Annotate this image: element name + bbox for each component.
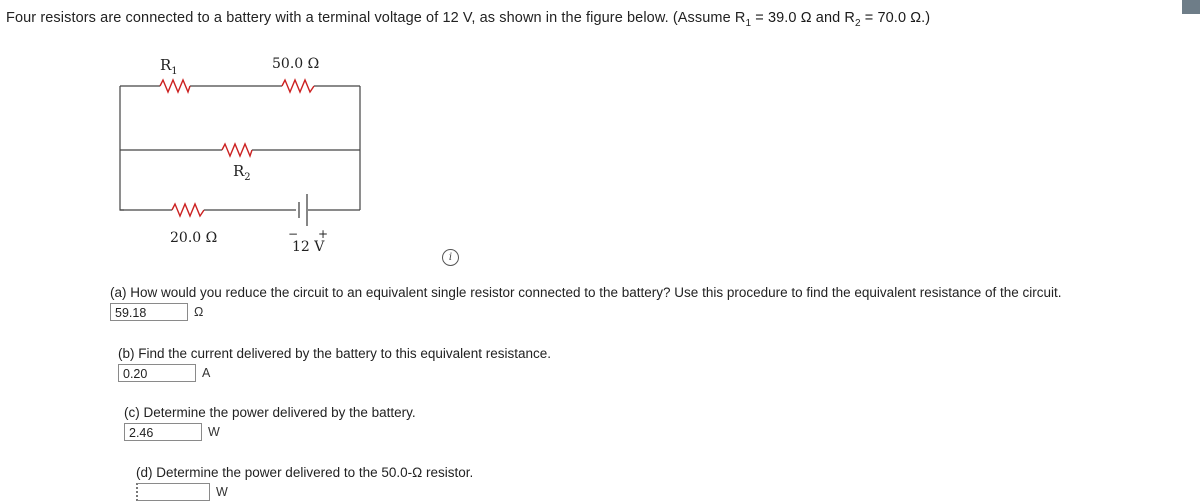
r20-label: 20.0 Ω xyxy=(170,230,218,246)
part-d-unit: W xyxy=(216,485,228,499)
battery-minus-sign: − xyxy=(288,227,299,241)
r2-resistor xyxy=(222,144,252,156)
part-b-question: (b) Find the current delivered by the battery to this equivalent resistance. xyxy=(118,346,551,361)
part-a xyxy=(110,285,1062,321)
circuit-diagram xyxy=(110,50,370,260)
part-a-answer-input[interactable]: 59.18 xyxy=(110,303,188,321)
r1-label: $R_1$ xyxy=(160,56,178,77)
part-b-unit: A xyxy=(202,366,211,380)
battery-voltage-label: 12 V xyxy=(292,239,325,255)
corner-tab xyxy=(1182,0,1200,14)
r20-resistor xyxy=(172,204,204,216)
part-b-answer-input[interactable]: 0.20 xyxy=(118,364,196,382)
part-a-question: (a) How would you reduce the circuit to an equivalent single resistor connected to the battery? Use this procedure to find the equivalent resistance of the circuit. xyxy=(110,285,1062,300)
r2-label: $R_2$ xyxy=(233,162,251,183)
r2-subscript: 2 xyxy=(854,17,861,29)
part-c xyxy=(124,405,416,441)
part-c-unit: W xyxy=(208,425,220,439)
battery-plus-sign: + xyxy=(318,227,329,241)
part-b xyxy=(118,346,551,382)
part-d xyxy=(136,465,473,501)
part-c-question: (c) Determine the power delivered by the battery. xyxy=(124,405,416,420)
info-icon[interactable]: i xyxy=(442,249,459,266)
r50-label: 50.0 Ω xyxy=(272,56,320,72)
part-c-answer-input[interactable]: 2.46 xyxy=(124,423,202,441)
part-a-unit: Ω xyxy=(194,305,204,319)
r1-resistor xyxy=(160,80,190,92)
problem-statement xyxy=(6,10,930,29)
r1-given: = 39.0 Ω and R xyxy=(751,10,855,26)
top-wire xyxy=(120,86,124,210)
r1-subscript: 1 xyxy=(745,17,752,29)
part-d-answer-input[interactable] xyxy=(136,483,210,501)
part-d-question: (d) Determine the power delivered to the 50.0-Ω resistor. xyxy=(136,465,474,480)
problem-text: Four resistors are connected to a battery with a terminal voltage of 12 V, as shown in the figure below. (Assume R xyxy=(6,10,746,26)
r2-given: = 70.0 Ω.) xyxy=(860,10,931,26)
r50-resistor xyxy=(282,80,314,92)
